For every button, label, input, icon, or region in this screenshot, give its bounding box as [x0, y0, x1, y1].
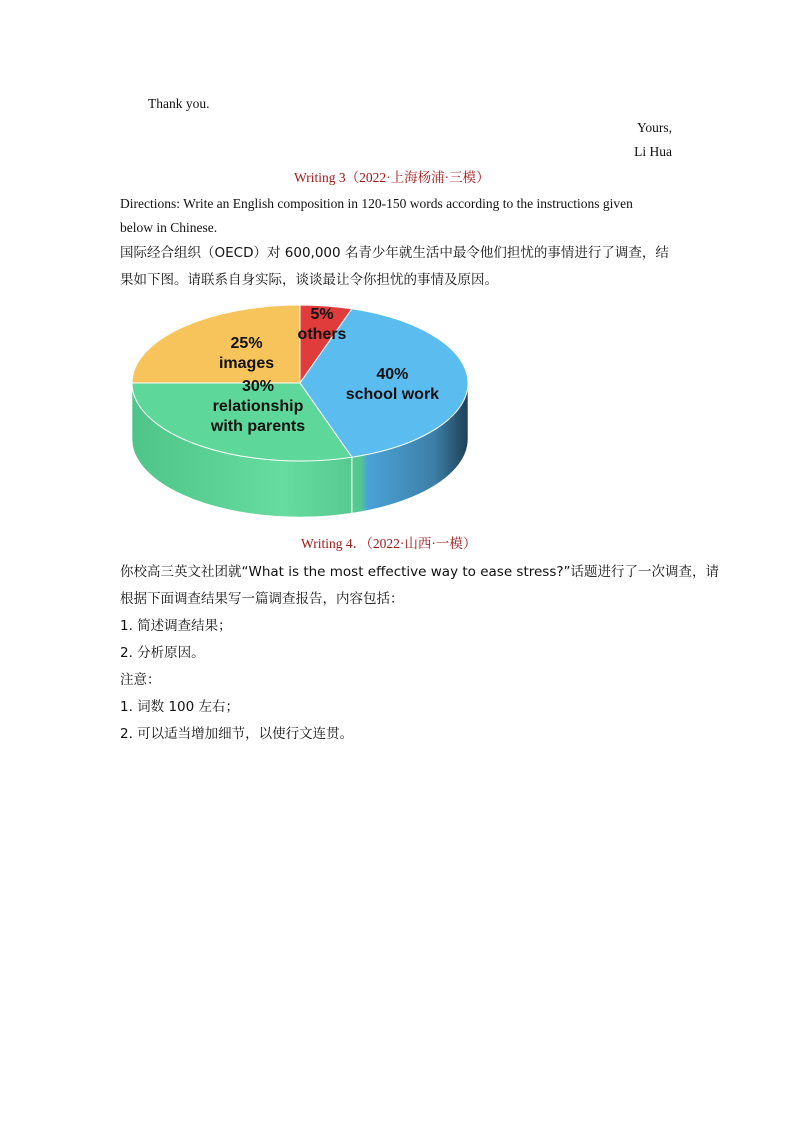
- writing4-note-item-2: 2. 可以适当增加细节，以使行文连贯。: [120, 726, 354, 742]
- writing4-intro-line2: 根据下面调查结果写一篇调查报告，内容包括：: [120, 591, 404, 607]
- pie-category-label: school work: [345, 386, 440, 403]
- writing3-prompt-line2: 果如下图。请联系自身实际，谈谈最让令你担忧的事情及原因。: [120, 272, 498, 288]
- pie-pct-label: 25%: [230, 334, 263, 352]
- writing4-title: Writing 4．（2022·山西·一模）: [301, 536, 477, 551]
- writing4-note-label: 注意：: [120, 672, 161, 688]
- pie-category-label: with parents: [210, 418, 306, 435]
- writing3-directions-line1: Directions: Write an English composition in 120-150 words according to the instructions given: [120, 196, 633, 211]
- worry-pie-chart: [128, 300, 474, 526]
- writing4-note-item-1: 1. 词数 100 左右；: [120, 699, 240, 715]
- pie-slice-images: [132, 305, 300, 383]
- writing4-content-item-2: 2. 分析原因。: [120, 645, 205, 661]
- pie-category-label: images: [218, 354, 275, 372]
- pie-category-label: others: [297, 326, 347, 343]
- writing3-prompt-line1: 国际经合组织（OECD）对 600,000 名青少年就生活中最令他们担忧的事情进行了调查，结: [120, 245, 669, 261]
- letter-signature: Li Hua: [634, 144, 672, 159]
- pie-pct-label: 5%: [310, 306, 334, 323]
- letter-thanks: Thank you.: [148, 96, 210, 111]
- pie-pct-label: 40%: [376, 366, 409, 383]
- letter-closing: Yours,: [636, 120, 672, 135]
- pie-pct-label: 30%: [241, 378, 275, 395]
- pie-category-label: relationship: [212, 398, 304, 415]
- writing4-intro-line1: 你校高三英文社团就“What is the most effective way to ease stress?”话题进行了一次调查，请: [120, 564, 720, 580]
- writing3-directions-line2: below in Chinese.: [120, 220, 218, 235]
- writing4-content-item-1: 1. 简述调查结果；: [120, 618, 232, 634]
- writing3-title: Writing 3（2022·上海杨浦·三模）: [294, 170, 490, 185]
